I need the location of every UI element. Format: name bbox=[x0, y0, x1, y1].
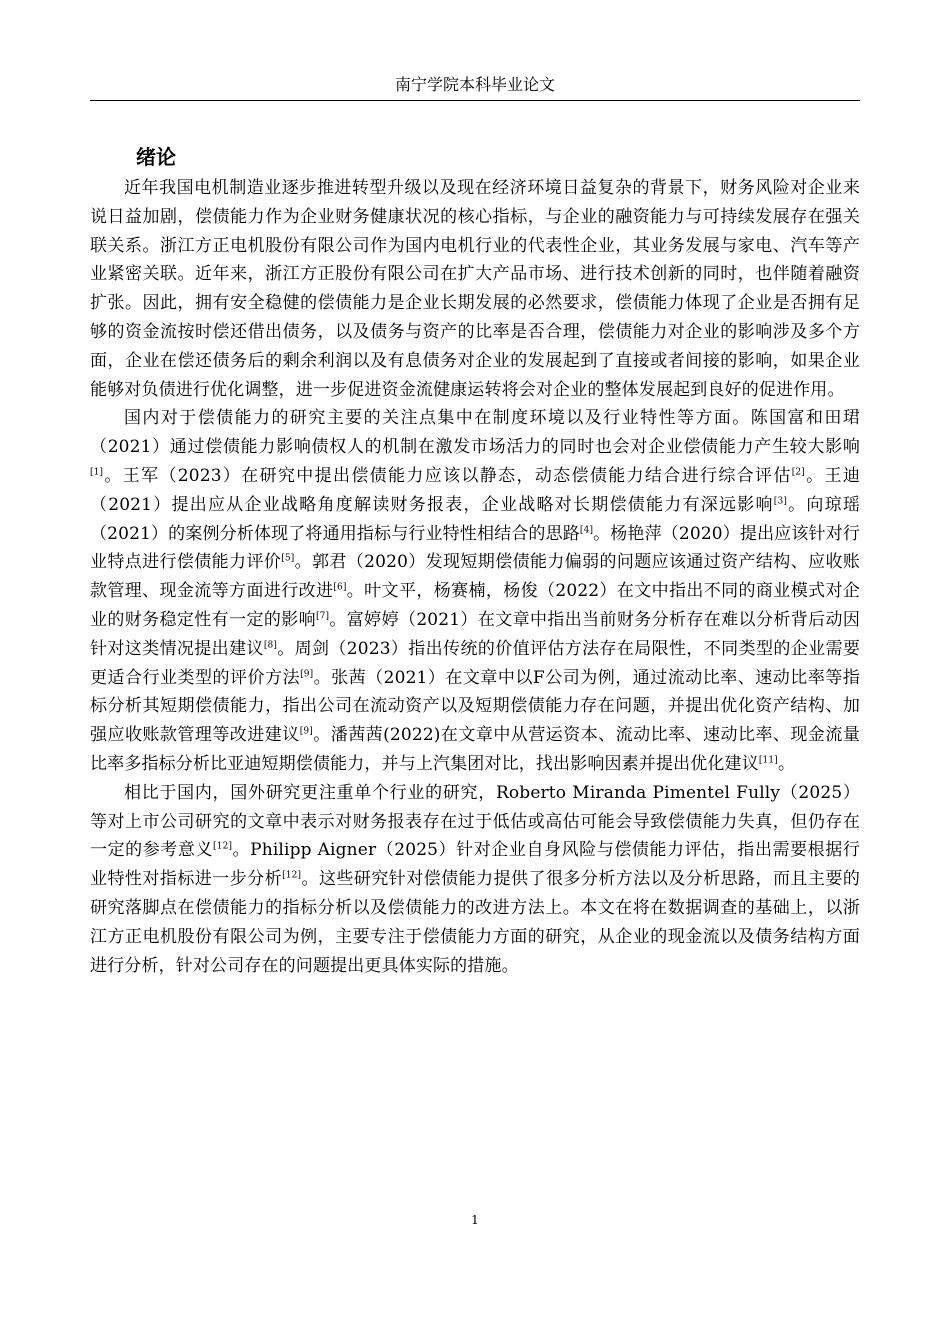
paragraph-text: 。张茜（2021）在文章中以F公司为例，通过流动比率、速动比率等指标分析其短期偿债能力，指出公司在流动资产以及短期偿债能力存在问题，并提出优化资产结构、加强应收账款管理等改进建议 bbox=[90, 667, 860, 746]
paragraph-2 bbox=[90, 404, 860, 778]
citation-marker: [12] bbox=[213, 841, 233, 852]
header-divider bbox=[90, 100, 860, 101]
paragraph-text: 。潘茜茜(2022)在文章中从营运资本、流动比率、速动比率、现金流量比率多指标分析比亚迪短期偿债能力，并与上汽集团对比，找出影响因素并提出优化建议 bbox=[90, 725, 860, 774]
main-content bbox=[90, 140, 860, 980]
paragraph-text: 。杨艳萍（2020）提出应该针对行业特点进行偿债能力评价 bbox=[90, 523, 860, 573]
paragraph-text: 。叶文平，杨赛楠，杨俊（2022）在文中指出不同的商业模式对企业的财务稳定性有一定的影响 bbox=[90, 581, 860, 630]
citation-marker: [6] bbox=[333, 582, 347, 593]
section-title: 绪论 bbox=[136, 145, 176, 169]
page-header: 南宁学院本科毕业论文 bbox=[394, 75, 555, 94]
citation-marker: [5] bbox=[281, 553, 295, 564]
citation-marker: [2] bbox=[791, 467, 805, 478]
paragraph-text: 。周剑（2023）指出传统的价值评估方法存在局限性，不同类型的企业需要更适合行业类型的评价方法 bbox=[90, 638, 861, 688]
citation-marker: [11] bbox=[758, 755, 778, 766]
paragraph-text: 。王迪（2021）提出应从企业战略角度解读财务报表，企业战略对长期偿债能力有深远影响 bbox=[90, 465, 860, 515]
paragraph-text: 。这些研究针对偿债能力提供了很多分析方法以及分析思路，而且主要的研究落脚点在偿债能力的指标分析以及偿债能力的改进方法上。本文在将在数据调查的基础上，以浙江方正电机股份有限公司为例，主要专注于偿债能力方面的研究，从企业的现金流以及债务结构方面进行分析，针对公司存在的问题提出更具体实际的措施。 bbox=[90, 869, 860, 976]
citation-marker: [7] bbox=[315, 611, 330, 622]
citation-marker: [3] bbox=[773, 496, 787, 507]
citation-marker: [9] bbox=[299, 726, 313, 737]
paragraph-text: 。富婷婷（2021）在文章中指出当前财务分析存在难以分析背后动因针对这类情况提出建议 bbox=[90, 609, 861, 659]
citation-marker: [8] bbox=[263, 640, 278, 651]
paragraph-text: 。王军（2023）在研究中提出偿债能力应该以静态，动态偿债能力结合进行综合评估 bbox=[103, 465, 792, 486]
paragraph-text: 。郭君（2020）发现短期偿债能力偏弱的问题应该通过资产结构、应收账款管理、现金流等方面进行改进 bbox=[90, 552, 860, 602]
paragraph-text: 国内对于偿债能力的研究主要的关注点集中在制度环境以及行业特性等方面。陈国富和田珺（2021）通过偿债能力影响债权人的机制在激发市场活力的同时也会对企业偿债能力产生较大影响 bbox=[90, 408, 860, 458]
paragraph-text: 。 bbox=[777, 753, 796, 774]
paragraph-text: 。向琼瑶（2021）的案例分析体现了将通用指标与行业特性相结合的思路 bbox=[90, 494, 860, 544]
paragraph-text: 。Philipp Aigner（2025）针对企业自身风险与偿债能力评估，指出需要根据行业特性对指标进一步分析 bbox=[90, 840, 860, 890]
page-number: 1 bbox=[471, 1213, 479, 1227]
citation-marker: [9] bbox=[300, 668, 314, 679]
citation-marker: [12] bbox=[282, 870, 302, 881]
paragraph-text: 近年我国电机制造业逐步推进转型升级以及现在经济环境日益复杂的背景下，财务风险对企业来说日益加剧，偿债能力作为企业财务健康状况的核心指标，与企业的融资能力与可持续发展存在强关联关系。浙江方正电机股份有限公司作为国内电机行业的代表性企业，其业务发展与家电、汽车等产业紧密关联。近年来，浙江方正股份有限公司在扩大产品市场、进行技术创新的同时，也伴随着融资扩张。因此，拥有安全稳健的偿债能力是企业长期发展的必然要求，偿债能力体现了企业是否拥有足够的资金流按时偿还借出债务，以及债务与资产的比率是否合理，偿债能力对企业的影响涉及多个方面，企业在偿还债务后的剩余利润以及有息债务对企业的发展起到了直接或者间接的影响，如果企业能够对负债进行优化调整，进一步促进资金流健康运转将会对企业的整体发展起到良好的促进作用。 bbox=[90, 178, 860, 400]
citation-marker: [4] bbox=[579, 524, 594, 535]
citation-marker: [1] bbox=[90, 467, 104, 478]
paragraph-1 bbox=[90, 174, 860, 404]
paragraph-text: 相比于国内，国外研究更注重单个行业的研究，Roberto Miranda Pimentel Fully（2025）等对上市公司研究的文章中表示对财务报表存在过于低估或高估可能会导致偿债能力失真，但仍存在一定的参考意义 bbox=[90, 782, 860, 861]
paragraph-3 bbox=[90, 779, 860, 981]
